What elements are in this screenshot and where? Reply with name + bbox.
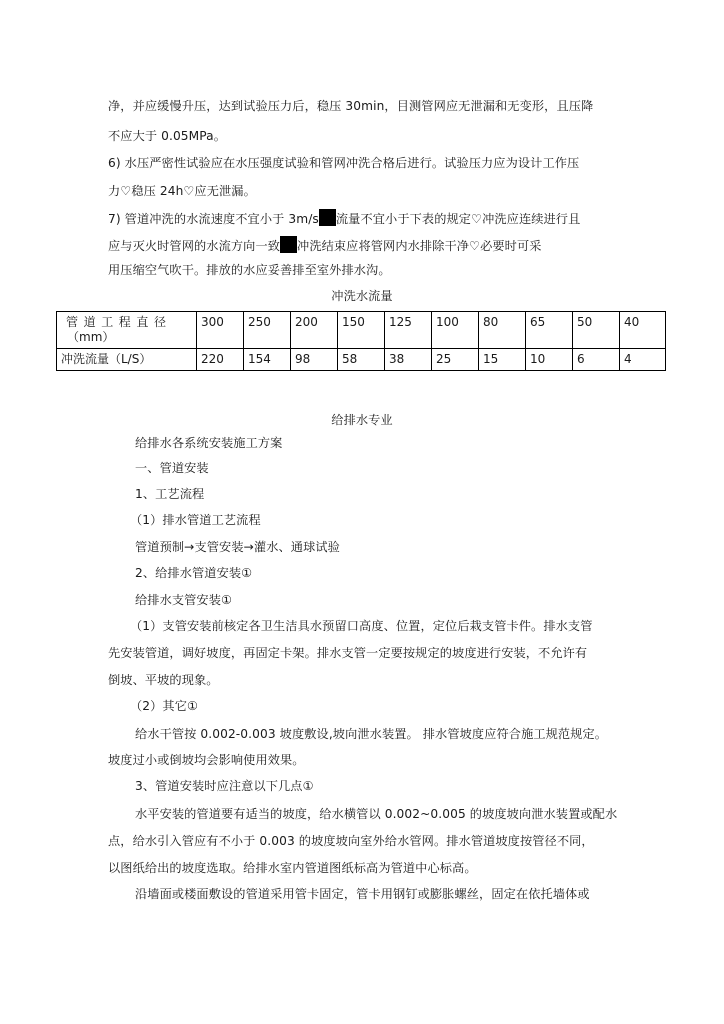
paragraph-line: 力♡稳压 24h♡应无泄漏。 — [108, 184, 256, 198]
table-row — [57, 312, 666, 349]
table-row — [57, 349, 666, 371]
table-header-cell: 冲洗流量（L/S） — [57, 349, 197, 371]
table-cell: 4 — [620, 349, 666, 371]
text-run: 应与灭火时管网的水流方向一致 — [108, 239, 281, 253]
heading-level-1: 一、管道安装 — [135, 461, 209, 475]
table-cell: 65 — [526, 312, 573, 349]
table-cell: 6 — [573, 349, 620, 371]
section-heading: 给排水专业 — [331, 413, 393, 427]
paragraph-line: 水平安装的管道要有适当的坡度，给水横管以 0.002~0.005 的坡度坡向泄水装置或配水 — [135, 807, 618, 821]
subheading: 给排水各系统安装施工方案 — [135, 436, 283, 450]
table-cell: 38 — [385, 349, 432, 371]
table-cell: 154 — [244, 349, 291, 371]
table-cell: 50 — [573, 312, 620, 349]
paragraph-line: 沿墙面或楼面敷设的管道采用管卡固定，管卡用钢钉或膨胀螺丝，固定在依托墙体或 — [135, 887, 590, 901]
table-header-cell — [57, 312, 197, 349]
diameter-unit: （mm） — [67, 330, 115, 344]
table-cell: 200 — [291, 312, 338, 349]
paragraph-line: 净，并应缓慢升压，达到试验压力后，稳压 30min，目测管网应无泄漏和无变形，且压降 — [108, 99, 594, 113]
paragraph-line: 给水干管按 0.002-0.003 坡度敷设,坡向泄水装置。 排水管坡度应符合施工规范规定。 — [135, 727, 608, 741]
table-cell: 300 — [197, 312, 244, 349]
paragraph-line: 以图纸给出的坡度选取。给排水室内管道图纸标高为管道中心标高。 — [108, 861, 477, 875]
text-run: 7) 管道冲洗的水流速度不宜小于 3m/s — [108, 212, 319, 226]
paragraph-line: 6) 水压严密性试验应在水压强度试验和管网冲洗合格后进行。试验压力应为设计工作压 — [108, 156, 580, 170]
paragraph-line: 坡度过小或倒坡均会影响使用效果。 — [108, 753, 305, 767]
paragraph-line: （1）支管安装前核定各卫生洁具水预留口高度、位置，定位后栽支管卡件。排水支管 — [130, 619, 593, 633]
table-cell: 250 — [244, 312, 291, 349]
table-cell: 40 — [620, 312, 666, 349]
process-flow: 管道预制→支管安装→灌水、通球试验 — [135, 540, 340, 554]
paragraph-line — [108, 236, 542, 254]
text-run: 流量不宜小于下表的规定♡冲洗应连续进行且 — [335, 212, 581, 226]
heading-level-2: 2、给排水管道安装① — [135, 566, 253, 580]
table-cell: 25 — [432, 349, 479, 371]
table-cell: 150 — [338, 312, 385, 349]
table-cell: 15 — [479, 349, 526, 371]
table-caption: 冲洗水流量 — [331, 289, 393, 303]
table-cell: 100 — [432, 312, 479, 349]
heading-level-3: （1）排水管道工艺流程 — [130, 513, 261, 527]
paragraph-line: 用压缩空气吹干。排放的水应妥善排至室外排水沟。 — [108, 263, 391, 277]
table-cell: 98 — [291, 349, 338, 371]
redaction-block — [319, 209, 336, 226]
text-run: 冲洗结束应将管网内水排除干净♡必要时可采 — [297, 239, 542, 253]
table-cell: 58 — [338, 349, 385, 371]
paragraph-line: 点，给水引入管应有不小于 0.003 的坡度坡向室外给水管网。排水管道坡度按管径不同， — [108, 834, 594, 848]
heading-level-2: 1、工艺流程 — [135, 487, 205, 501]
paragraph-line: 倒坡、平坡的现象。 — [108, 673, 219, 687]
heading-level-3: 给排水支管安装① — [135, 593, 233, 607]
diameter-label: 管道工程直径 — [66, 315, 172, 329]
table-cell: 80 — [479, 312, 526, 349]
redaction-block — [280, 236, 297, 253]
heading-level-2: 3、管道安装时应注意以下几点① — [135, 779, 314, 793]
table-cell: 10 — [526, 349, 573, 371]
flush-flow-table — [56, 311, 666, 371]
heading-level-3: （2）其它① — [130, 699, 199, 713]
paragraph-line — [108, 209, 580, 227]
paragraph-line: 先安装管道，调好坡度，再固定卡架。排水支管一定要按规定的坡度进行安装，不允许有 — [108, 646, 588, 660]
paragraph-line: 不应大于 0.05MPa。 — [108, 129, 227, 143]
table-cell: 220 — [197, 349, 244, 371]
table-cell: 125 — [385, 312, 432, 349]
